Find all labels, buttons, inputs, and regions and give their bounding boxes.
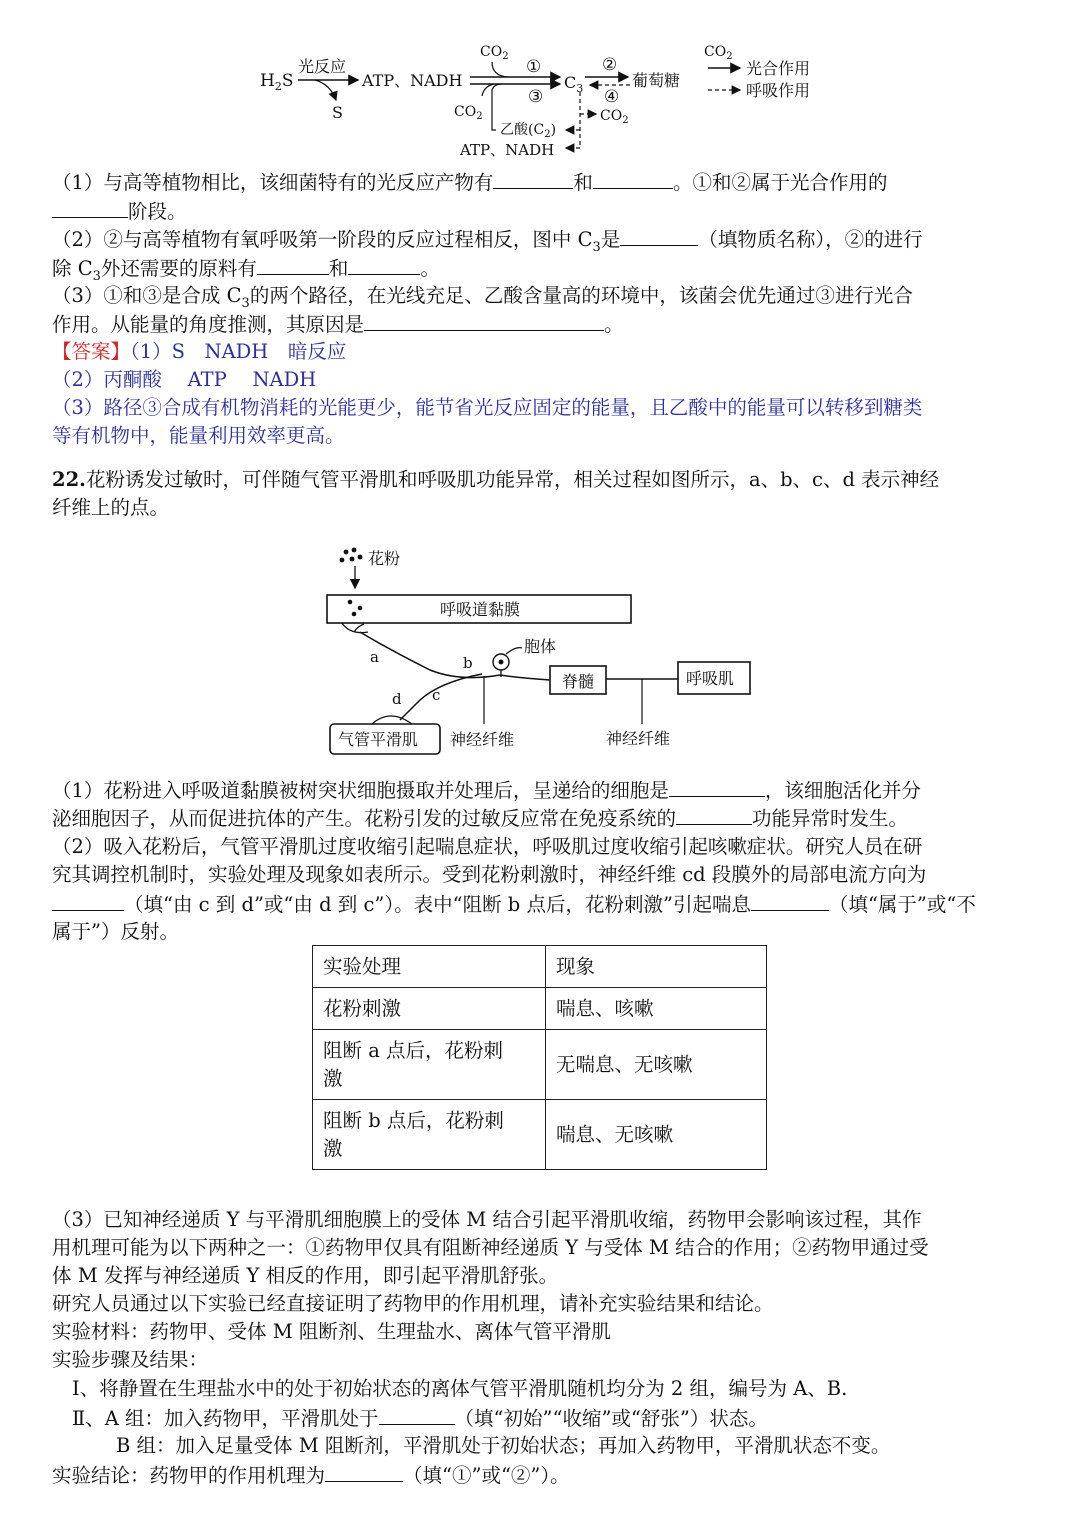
q21-line-5: （3）①和③是合成 $C_3$的两个路径，在光线充足、乙酸含量高的环境中，该菌会优先通过③进行光合 [52,284,913,311]
q22b-line-6: 属于”）反射。 [52,920,179,943]
q21-line-2: 阶段。 [52,197,187,226]
resp-muscle-label: 呼吸肌 [686,669,735,688]
atp-nadh-bottom-label: ATP、NADH [460,141,555,159]
table-cell: 阻断 a 点后，花粉刺 激 [313,1030,546,1100]
table-cell: 阻断 b 点后，花粉刺 激 [313,1100,546,1170]
co2-top-label: $CO_2$ [480,44,509,62]
table-cell: 喘息、咳嗽 [546,988,767,1030]
mucosa-label: 呼吸道黏膜 [440,600,521,619]
answer-label: 【答案】 [52,340,131,363]
table-row [313,1030,767,1100]
table-cell: 喘息、无咳嗽 [546,1100,767,1170]
table-header-phenomenon: 现象 [546,946,767,988]
point-c-label: c [432,686,441,704]
circle-4-label: ④ [604,87,620,107]
light-reaction-label: 光反应 [298,57,347,76]
atp-nadh-label: ATP、NADH [362,71,463,90]
point-a-label: a [370,648,379,666]
q22b-line-1: （1）花粉进入呼吸道黏膜被树突状细胞摄取并处理后，呈递给的细胞是 ，该细胞活化并分 [52,776,921,805]
glucose-label: 葡萄糖 [632,71,681,90]
acetic-label: 乙酸$(C_2)$ [500,122,557,140]
question-number: 22. [52,468,86,491]
legend-co2-label: $CO_2$ [704,44,733,62]
q22c-line-9: B 组：加入足量受体 M 阻断剂，平滑肌处于初始状态；再加入药物甲，平滑肌状态不变。 [116,1434,891,1457]
experiment-table [312,945,767,1170]
answer-line-1: 【答案】（1）S NADH 暗反应 [52,340,347,363]
answer-line-2: （2）丙酮酸 ATP NADH [52,368,317,391]
co2-left-label: $CO_2$ [454,104,483,122]
q21-line-6: 作用。从能量的角度推测，其原因是 。 [52,310,624,339]
q21-line-1: （1）与高等植物相比，该细菌特有的光反应产物有 和 。①和②属于光合作用的 [52,168,887,197]
reflex-arc-diagram [320,540,760,760]
q22b-line-3: （2）吸入花粉后，气管平滑肌过度收缩引起喘息症状，呼吸肌过度收缩引起咳嗽症状。研究人员在研 [52,835,923,858]
q22c-line-4: 研究人员通过以下实验已经直接证明了药物甲的作用机理，请补充实验结果和结论。 [52,1292,774,1315]
s-label: S [332,103,343,122]
point-d-label: d [392,690,402,708]
circle-2-label: ② [602,55,618,75]
answer-line-3: （3）路径③合成有机物消耗的光能更少，能节省光反应固定的能量，且乙酸中的能量可以转移到糖类 [52,396,923,419]
q22c-line-3: 体 M 发挥与神经递质 Y 相反的作用，即引起平滑肌舒张。 [52,1264,559,1287]
fiber1-label: 神经纤维 [450,730,515,749]
co2-top-join [492,62,508,77]
cell-body-label: 胞体 [524,637,557,656]
q22-line-2: 纤维上的点。 [52,496,170,519]
pollen-dots [340,548,363,563]
trachea-label: 气管平滑肌 [338,730,419,749]
legend-resp-label: 呼吸作用 [746,81,811,100]
q22c-line-1: （3）已知神经递质 Y 与平滑肌细胞膜上的受体 M 结合引起平滑肌收缩，药物甲会影响该过程，其作 [52,1208,922,1231]
answer-line-4: 等有机物中，能量利用效率更高。 [52,424,345,447]
q22b-line-5: （填“由 c 到 d”或“由 d 到 c”）。表中“阻断 b 点后，花粉刺激”引起喘息 （填“属于”或“不 [52,890,976,919]
table-header-treatment: 实验处理 [313,946,546,988]
spinal-cord-label: 脊髓 [562,672,595,691]
circle-1-label: ① [526,57,542,77]
table-row [313,1100,767,1170]
q22-line-1: 22.花粉诱发过敏时，可伴随气管平滑肌和呼吸肌功能异常，相关过程如图所示，a、b、c、d 表示神经 [52,468,940,491]
s-branch-arrow [315,80,336,100]
q22c-line-7: Ⅰ、将静置在生理盐水中的处于初始状态的离体气管平滑肌随机均分为 2 组，编号为 A、B. [72,1377,848,1400]
pathway-diagram [240,36,860,164]
table-row [313,988,767,1030]
h2s-label: $H_2S$ [260,71,294,93]
co2-right-label: $CO_2$ [600,108,629,126]
pollen-label: 花粉 [368,549,401,568]
table-cell: 无喘息、无咳嗽 [546,1030,767,1100]
legend-photo-label: 光合作用 [746,59,811,78]
fiber2-label: 神经纤维 [606,729,671,748]
table-row [313,946,767,988]
afferent-fiber [360,632,500,678]
q22c-line-8: Ⅱ、A 组：加入药物甲，平滑肌处于 （填“初始”“收缩”或“舒张”）状态。 [72,1404,768,1433]
q21-line-3: （2）②与高等植物有氧呼吸第一阶段的反应过程相反，图中 $C_3$是 （填物质名称），②的进行 [52,225,923,262]
efferent-trachea [400,674,482,720]
q22c-line-2: 用机理可能为以下两种之一：①药物甲仅具有阻断神经递质 Y 与受体 M 结合的作用；②药物甲通过受 [52,1236,929,1259]
q22c-line-10: 实验结论：药物甲的作用机理为 （填“①”或“②”）。 [52,1461,570,1490]
q21-line-4: 除 $C_3$外还需要的原料有 和 。 [52,254,440,291]
q22c-line-6: 实验步骤及结果： [52,1348,209,1371]
q22b-line-2: 泌细胞因子，从而促进抗体的产生。花粉引发的过敏反应常在免疫系统的 功能异常时发生。 [52,804,908,833]
c3-label: $C_3$ [564,73,584,95]
q22b-line-4: 究其调控机制时，实验处理及现象如表所示。受到花粉刺激时，神经纤维 cd 段膜外的局部电流方向为 [52,863,927,886]
point-b-label: b [463,654,473,672]
table-cell: 花粉刺激 [313,988,546,1030]
q22c-line-5: 实验材料：药物甲、受体 M 阻断剂、生理盐水、离体气管平滑肌 [52,1320,611,1343]
circle-3-label: ③ [528,87,544,107]
